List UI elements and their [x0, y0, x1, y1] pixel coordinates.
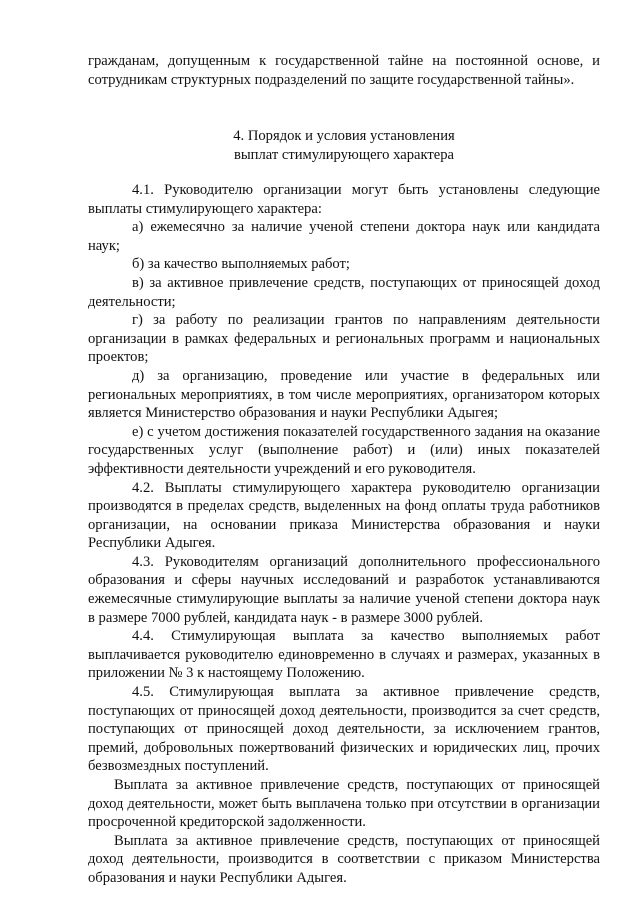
list-item-e: е) с учетом достижения показателей государственного задания на оказание государственных услуг (выполнение работ) и (или) иных показателей эффективности деятельности учреждений и его руководителя. [88, 423, 600, 477]
paragraph-payment-condition: Выплата за активное привлечение средств, поступающих от приносящей доход деятельности, может быть выплачена только при отсутствии в организации просроченной кредиторской задолженности. [88, 777, 600, 831]
paragraph-payment-order: Выплата за активное привлечение средств, поступающих от приносящей доход деятельности, производится в соответствии с приказом Министерства образования и науки Республики Адыгея. [88, 832, 600, 886]
paragraph-4-5: 4.5. Стимулирующая выплата за активное привлечение средств, поступающих от приносящей доход деятельности, производится за счет средств, поступающих от приносящей доход деятельности, за исключением грантов, премий, добровольных пожертвований физических и юридических лиц, прочих безвозмездных поступлений. [88, 684, 600, 775]
paragraph-4-4: 4.4. Стимулирующая выплата за качество выполняемых работ выплачивается руководителю единовременно в случаях и размерах, указанных в приложении № 3 к настоящему Положению. [88, 628, 600, 682]
list-item-g: г) за работу по реализации грантов по направлениям деятельности организации в рамках федеральных и региональных программ и национальных проектов; [88, 312, 600, 366]
section-title-line-2: выплат стимулирующего характера [233, 147, 455, 163]
list-item-v: в) за активное привлечение средств, поступающих от приносящей доход деятельности; [88, 274, 600, 310]
list-item-d: д) за организацию, проведение или участие в федеральных или региональных мероприятиях, в том числе мероприятиях, организатором которых является Министерство образования и науки Республики Адыгея; [88, 367, 600, 422]
paragraph-4-3: 4.3. Руководителям организаций дополнительного профессионального образования и сферы научных исследований и разработок устанавливаются ежемесячные стимулирующие выплаты за наличие ученой степени доктора наук в размере 7000 рублей, кандидата наук - в размере 3000 рублей. [88, 553, 600, 626]
section-body [88, 181, 600, 888]
section-title-line-1: 4. Порядок и условия установления [233, 128, 455, 144]
list-item-a: а) ежемесячно за наличие ученой степени доктора наук или кандидата наук; [88, 219, 600, 254]
paragraph-4-1: 4.1. Руководителю организации могут быть установлены следующие выплаты стимулирующего характера: [88, 182, 600, 217]
list-item-b: б) за качество выполняемых работ; [132, 256, 350, 273]
intro-paragraph [88, 52, 600, 89]
intro-text: гражданам, допущенным к государственной тайне на постоянной основе, и сотрудникам структурных подразделений по защите государственной тайны». [88, 53, 600, 88]
paragraph-4-2: 4.2. Выплаты стимулирующего характера руководителю организации производятся в пределах средств, выделенных на фонд оплаты труда работников организации, на основании приказа Министерства образования и науки Республики Адыгея. [88, 479, 600, 552]
